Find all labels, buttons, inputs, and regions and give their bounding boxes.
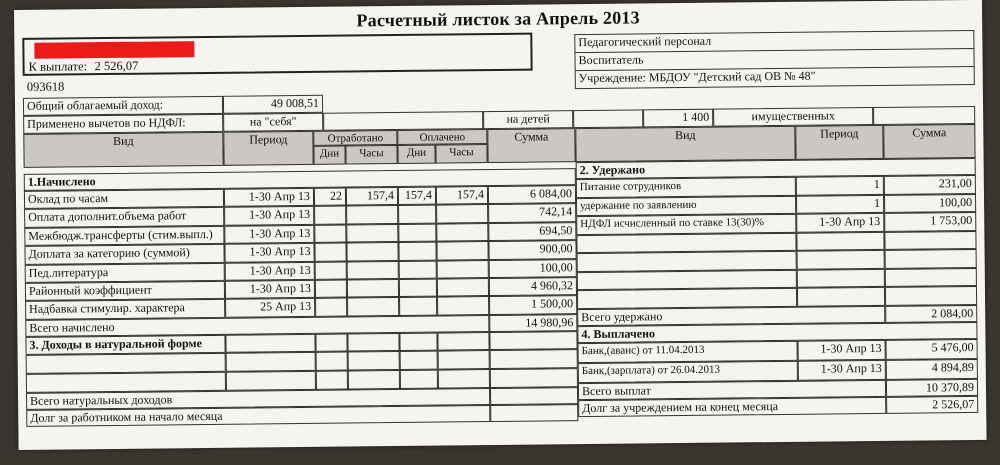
accrued-cell-w_hours — [346, 224, 398, 243]
left-header-worked: Отработано — [313, 130, 397, 146]
accrued-cell-vid: Пед.литература — [25, 262, 225, 282]
accrued-cell-p_hours — [437, 296, 489, 315]
deduction-self-value — [323, 111, 483, 131]
deduction-self: на "себя" — [223, 113, 323, 132]
natural-empty-cell — [26, 353, 226, 374]
accrued-cell-w_days — [315, 298, 347, 317]
paid-total-label: Всего выплат — [578, 380, 886, 400]
left-header-vid: Вид — [23, 132, 223, 168]
withheld-cell-vid: Питание сотрудников — [576, 177, 796, 198]
withheld-cell-vid — [577, 251, 797, 272]
paid-cell-vid: Банк,(зарплата) от 26.04.2013 — [578, 361, 798, 383]
payout-value: 2 526,07 — [94, 58, 139, 74]
withheld-cell-period — [796, 231, 884, 250]
institution: Учреждение: МБДОУ "Детский сад ОВ № 48" — [575, 66, 975, 89]
accrued-cell-p_hours — [436, 241, 488, 260]
accrued-cell-w_hours: 157,4 — [346, 187, 398, 206]
natural-empty-cell — [226, 352, 316, 372]
employee-id: 093618 — [26, 79, 65, 94]
accrued-cell-w_days: 22 — [314, 188, 346, 207]
accrued-cell-w_hours — [347, 279, 399, 298]
accrued-cell-sum: 694,50 — [488, 222, 576, 241]
accrued-cell-vid: Доплата за категорию (суммой) — [24, 244, 224, 264]
debt-start-value — [490, 404, 578, 422]
accrued-cell-w_hours — [347, 261, 399, 280]
accrued-cell-w_hours — [346, 205, 398, 224]
accrued-cell-sum: 100,00 — [489, 259, 577, 278]
natural-empty-cell — [316, 371, 348, 390]
withheld-cell-vid — [577, 288, 797, 309]
accrued-cell-w_hours — [346, 242, 398, 261]
withheld-cell-period: 1 — [796, 194, 884, 213]
accrued-cell-p_days: 157,4 — [398, 187, 436, 206]
withheld-header: 2. Удержано — [576, 158, 976, 179]
debt-start-label: Долг за работником на начало месяца — [26, 405, 490, 427]
accrued-cell-period: 1-30 Апр 13 — [224, 188, 314, 207]
accrued-cell-p_days — [399, 279, 437, 298]
accrued-cell-vid: Межбюдж.трансферты (стим.выпл.) — [24, 226, 224, 246]
payout-label: К выплате: — [28, 59, 88, 74]
left-header-paid-days: Дни — [397, 145, 435, 164]
accrued-cell-p_hours — [437, 260, 489, 279]
accrued-cell-period: 1-30 Апр 13 — [225, 261, 315, 280]
position: Воспитатель — [574, 48, 974, 70]
natural-empty-cell — [438, 350, 490, 370]
natural-empty-cell — [348, 351, 400, 371]
taxable-value: 49 008,51 — [223, 95, 323, 114]
paid-cell-period: 1-30 Апр 13 — [798, 340, 886, 361]
accrued-cell-vid: Районный коэффициент — [25, 281, 225, 301]
paid-cell-vid: Банк,(аванс) от 11.04.2013 — [578, 341, 798, 363]
withheld-cell-sum: 1 753,00 — [884, 212, 976, 231]
withheld-cell-vid — [577, 269, 797, 290]
staff-category: Педагогический персонал — [574, 30, 974, 52]
accrued-cell-period: 1-30 Апр 13 — [224, 206, 314, 225]
right-header-vid: Вид — [575, 126, 795, 162]
left-header-paid: Оплачено — [397, 129, 487, 145]
accrued-cell-vid: Оплата дополнит.объема работ — [24, 207, 224, 227]
withheld-total-value: 2 084,00 — [885, 305, 977, 323]
left-header-paid-hours: Часы — [435, 144, 487, 164]
deduction-children-value: 1 400 — [643, 109, 713, 128]
withheld-cell-sum: 231,00 — [884, 175, 976, 194]
accrued-cell-w_days — [315, 261, 347, 280]
withheld-total-label: Всего удержано — [577, 306, 885, 326]
paid-cell-period: 1-30 Апр 13 — [798, 360, 886, 381]
accrued-cell-period: 25 Апр 13 — [225, 298, 315, 317]
accrued-total-value: 14 980,96 — [489, 314, 577, 332]
accrued-cell-w_days — [315, 280, 347, 299]
left-header-period: Период — [223, 131, 313, 166]
withheld-cell-vid: удержание по заявлению — [576, 195, 796, 216]
natural-empty-cell — [399, 333, 437, 351]
natural-total-value — [490, 387, 578, 405]
accrued-cell-p_hours: 157,4 — [436, 186, 488, 205]
taxable-label: Общий облагаемый доход: — [23, 96, 223, 116]
withheld-cell-period — [797, 268, 885, 287]
accrued-cell-period: 1-30 Апр 13 — [224, 243, 314, 262]
natural-empty-cell — [315, 334, 347, 352]
deduction-property-value — [873, 106, 975, 125]
right-header-period: Период — [795, 125, 883, 160]
deduction-children-label: на детей — [483, 110, 573, 129]
natural-empty-cell — [347, 333, 399, 352]
withheld-cell-vid — [576, 232, 796, 253]
accrued-cell-w_days — [314, 243, 346, 262]
natural-empty-cell — [490, 368, 578, 388]
paid-cell-sum: 5 476,00 — [886, 339, 978, 360]
accrued-cell-p_days — [399, 297, 437, 316]
withheld-cell-sum — [884, 230, 976, 249]
paid-header: 4. Выплачено — [577, 322, 977, 343]
accrued-cell-period: 1-30 Апр 13 — [225, 280, 315, 299]
natural-empty-cell — [26, 372, 226, 393]
accrued-cell-w_days — [314, 206, 346, 225]
accrued-cell-p_days — [398, 223, 436, 242]
accrued-cell-sum: 1 500,00 — [489, 296, 577, 315]
withheld-cell-sum — [885, 249, 977, 268]
deduction-property-label: имущественных — [713, 107, 873, 127]
withheld-cell-period — [797, 287, 885, 306]
accrued-cell-p_days — [398, 242, 436, 261]
employee-name-box — [22, 33, 532, 76]
paid-total-value: 10 370,89 — [886, 379, 978, 397]
accrued-cell-period: 1-30 Апр 13 — [224, 225, 314, 244]
accrued-cell-p_hours — [437, 278, 489, 297]
withheld-cell-sum — [885, 286, 977, 305]
accrued-header: 1.Начислено — [24, 168, 576, 191]
withheld-cell-period: 1 — [796, 176, 884, 195]
accrued-total-label: Всего начислено — [25, 315, 489, 337]
accrued-cell-sum: 4 960,32 — [489, 277, 577, 296]
natural-empty-cell — [490, 349, 578, 369]
payslip-title: Расчетный листок за Апрель 2013 — [356, 7, 640, 31]
withheld-cell-period: 1-30 Апр 13 — [796, 213, 884, 232]
withheld-cell-sum: 100,00 — [884, 193, 976, 212]
accrued-cell-p_hours — [436, 223, 488, 242]
natural-empty-cell — [226, 371, 316, 391]
natural-empty-cell — [437, 332, 489, 351]
deduction-label: Применено вычетов по НДФЛ: — [23, 114, 223, 134]
natural-empty-cell — [348, 370, 400, 390]
debt-end-value: 2 526,07 — [886, 396, 978, 414]
natural-empty-cell — [438, 369, 490, 389]
withheld-cell-vid: НДФЛ исчисленный по ставке 13(30)% — [576, 214, 796, 235]
accrued-cell-w_days — [314, 224, 346, 243]
accrued-cell-vid: Оклад по часам — [24, 189, 224, 209]
deduction-empty — [573, 109, 643, 128]
natural-empty-cell — [489, 331, 577, 350]
withheld-cell-sum — [885, 267, 977, 286]
debt-end-label: Долг за учреждением на конец месяца — [578, 397, 886, 417]
accrued-cell-sum: 742,14 — [488, 204, 576, 223]
left-header-worked-days: Дни — [313, 146, 345, 165]
accrued-cell-w_hours — [347, 297, 399, 316]
payslip — [14, 0, 987, 450]
accrued-cell-p_hours — [436, 204, 488, 223]
natural-empty-cell — [400, 370, 438, 389]
right-header-sum: Сумма — [883, 124, 975, 159]
accrued-cell-sum: 6 084,00 — [488, 185, 576, 204]
natural-empty-cell — [225, 334, 315, 353]
redacted-name — [34, 41, 194, 59]
withheld-cell-period — [797, 250, 885, 269]
accrued-cell-p_days — [399, 260, 437, 279]
accrued-cell-p_days — [398, 205, 436, 224]
natural-empty-cell — [316, 352, 348, 371]
left-header-worked-hours: Часы — [345, 145, 397, 165]
accrued-cell-vid: Надбавка стимулир. характера — [25, 299, 225, 319]
accrued-cell-sum: 900,00 — [488, 240, 576, 259]
left-header-sum: Сумма — [487, 128, 575, 163]
natural-total-label: Всего натуральных доходов — [26, 388, 490, 410]
natural-header: 3. Доходы в натуральной форме — [25, 335, 225, 355]
natural-empty-cell — [400, 351, 438, 370]
paid-cell-sum: 4 894,89 — [886, 359, 978, 380]
